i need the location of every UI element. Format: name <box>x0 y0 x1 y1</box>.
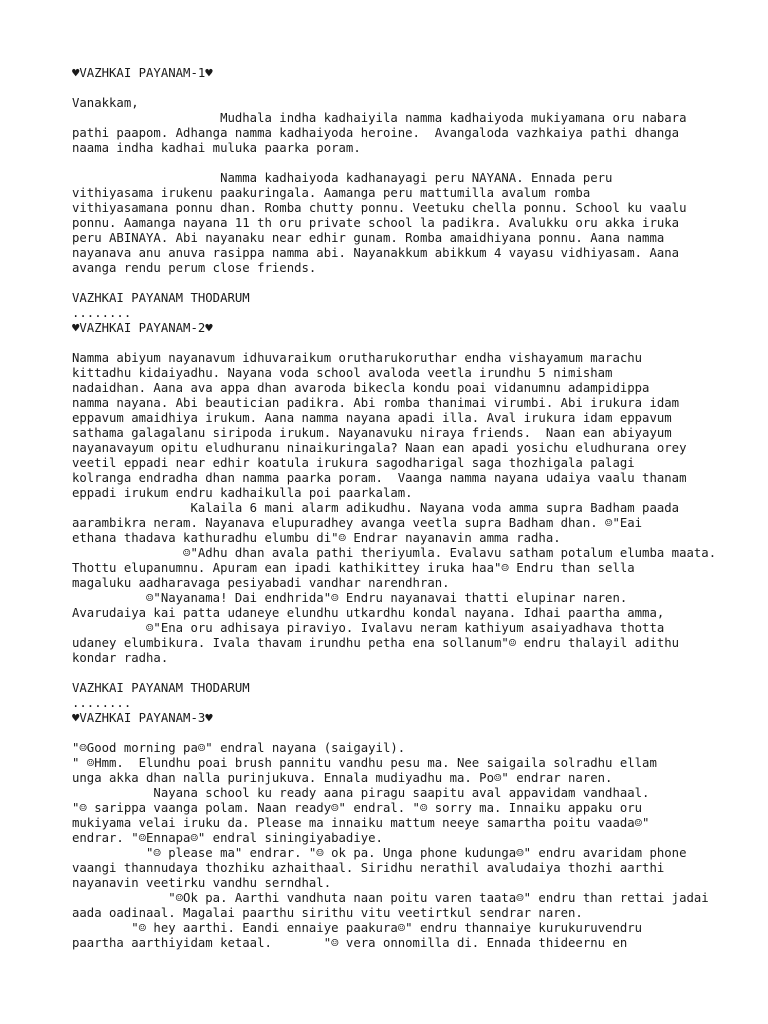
text-line: VAZHKAI PAYANAM THODARUM <box>72 291 250 305</box>
text-line: ........ <box>72 306 132 320</box>
text-line: pathi paapom. Adhanga namma kadhaiyoda heroine. Avangaloda vazhkaiya pathi dhanga <box>72 126 680 140</box>
text-line: "☺ sarippa vaanga polam. Naan ready☺" endral. "☺ sorry ma. Innaiku appaku oru <box>72 801 643 815</box>
text-line: "☺ please ma" endrar. "☺ ok pa. Unga phone kudunga☺" endru avaridam phone <box>72 846 687 860</box>
text-line: VAZHKAI PAYANAM THODARUM <box>72 681 250 695</box>
text-line: sathama galagalanu siripoda irukum. Nayanavuku niraya friends. Naan ean abiyayum <box>72 426 672 440</box>
blank-line <box>72 336 712 351</box>
text-line: vithiyasama irukenu paakuringala. Aamanga peru mattumilla avalum romba <box>72 186 591 200</box>
text-line: Vanakkam, <box>72 96 139 110</box>
chapter-heading: ♥VAZHKAI PAYANAM-1♥ <box>72 66 213 80</box>
text-line: ☺"Adhu dhan avala pathi theriyumla. Evalavu satham potalum elumba maata. <box>72 546 717 560</box>
text-line: naama indha kadhai muluka paarka poram. <box>72 141 361 155</box>
text-line: nayanavin veetirku vandhu serndhal. <box>72 876 332 890</box>
text-line: "☺ hey aarthi. Eandi ennaiye paakura☺" endru thannaiye kurukuruvendru <box>72 921 643 935</box>
blank-line <box>72 81 712 96</box>
text-line: kondar radha. <box>72 651 169 665</box>
text-line: Namma kadhaiyoda kadhanayagi peru NAYANA. Ennada peru <box>72 171 613 185</box>
text-line: eppavum amaidhiya irukum. Aana namma nayana apadi illa. Aval irukura idam eppavum <box>72 411 672 425</box>
text-line: aada oadinaal. Magalai paarthu sirithu vitu veetirtkul sendrar naren. <box>72 906 583 920</box>
text-line: udaney elumbikura. Ivala thavam irundhu petha ena sollanum"☺ endru thalayil adithu <box>72 636 680 650</box>
chapter-heading: ♥VAZHKAI PAYANAM-3♥ <box>72 711 213 725</box>
text-line: "☺Ok pa. Aarthi vandhuta naan poitu varen taata☺" endru than rettai jadai <box>72 891 709 905</box>
text-line: veetil eppadi near edhir koatula irukura sagodharigal saga thozhigala palagi <box>72 456 635 470</box>
text-line: Namma abiyum nayanavum idhuvaraikum orutharukoruthar endha vishayamum marachu <box>72 351 643 365</box>
blank-line <box>72 156 712 171</box>
text-line: Nayana school ku ready aana piragu saapitu aval appavidam vandhaal. <box>72 786 650 800</box>
text-line: mukiyama velai iruku da. Please ma innaiku mattum neeye samartha poitu vaada☺" <box>72 816 650 830</box>
text-line: Avarudaiya kai patta udaneye elundhu utkardhu kondal nayana. Idhai paartha amma, <box>72 606 665 620</box>
text-line: Kalaila 6 mani alarm adikudhu. Nayana voda amma supra Badham paada <box>72 501 680 515</box>
text-line: eppadi irukum endru kadhaikulla poi paarkalam. <box>72 486 413 500</box>
text-line: endrar. "☺Ennapa☺" endral siningiyabadiye. <box>72 831 383 845</box>
text-line: " ☺Hmm. Elundhu poai brush pannitu vandhu pesu ma. Nee saigaila solradhu ellam <box>72 756 657 770</box>
text-line: ☺"Ena oru adhisaya piraviyo. Ivalavu neram kathiyum asaiyadhava thotta <box>72 621 665 635</box>
text-line: nayanava anu anuva rasippa namma abi. Nayanakkum abikkum 4 vayasu vidhiyasam. Aana <box>72 246 680 260</box>
document-page <box>72 66 717 951</box>
text-line: ethana thadava kathuradhu elumbu di"☺ Endrar nayanavin amma radha. <box>72 531 561 545</box>
text-line: nayanavayum opitu eludhuranu ninaikuringala? Naan ean apadi yosichu eludhurana orey <box>72 441 687 455</box>
blank-line <box>72 276 712 291</box>
blank-line <box>72 726 712 741</box>
text-line: avanga rendu perum close friends. <box>72 261 317 275</box>
text-line: ........ <box>72 696 132 710</box>
text-line: aarambikra neram. Nayanava elupuradhey avanga veetla supra Badham dhan. ☺"Eai <box>72 516 643 530</box>
text-line: "☺Good morning pa☺" endral nayana (saigayil). <box>72 741 406 755</box>
text-line: Thottu elupanumnu. Apuram ean ipadi kathikittey iruka haa"☺ Endru than sella <box>72 561 635 575</box>
text-line: kolranga endradha dhan namma paarka poram. Vaanga namma nayana udaiya vaalu thanam <box>72 471 687 485</box>
text-line: kittadhu kidaiyadhu. Nayana voda school avaloda veetla irundhu 5 nimisham <box>72 366 613 380</box>
text-line: ponnu. Aamanga nayana 11 th oru private school la padikra. Avalukku oru akka iruka <box>72 216 680 230</box>
blank-line <box>72 666 712 681</box>
text-line: Mudhala indha kadhaiyila namma kadhaiyoda mukiyamana oru nabara <box>72 111 687 125</box>
chapter-heading: ♥VAZHKAI PAYANAM-2♥ <box>72 321 213 335</box>
text-line: ☺"Nayanama! Dai endhrida"☺ Endru nayanavai thatti elupinar naren. <box>72 591 628 605</box>
text-line: magaluku aadharavaga pesiyabadi vandhar narendhran. <box>72 576 450 590</box>
text-line: namma nayana. Abi beautician padikra. Abi romba thanimai virumbi. Abi irukura idam <box>72 396 680 410</box>
text-line: paartha aarthiyidam ketaal. "☺ vera onnomilla di. Ennada thideernu en <box>72 936 628 950</box>
text-line: vaangi thannudaya thozhiku azhaithaal. Siridhu nerathil avaludaiya thozhi aarthi <box>72 861 665 875</box>
text-line: nadaidhan. Aana ava appa dhan avaroda bikecla kondu poai vidanumnu adampidippa <box>72 381 650 395</box>
text-line: vithiyasamana ponnu dhan. Romba chutty ponnu. Veetuku chella ponnu. School ku vaalu <box>72 201 687 215</box>
text-line: peru ABINAYA. Abi nayanaku near edhir gunam. Romba amaidhiyana ponnu. Aana namma <box>72 231 665 245</box>
text-line: unga akka dhan nalla purinjukuva. Ennala mudiyadhu ma. Po☺" endrar naren. <box>72 771 613 785</box>
